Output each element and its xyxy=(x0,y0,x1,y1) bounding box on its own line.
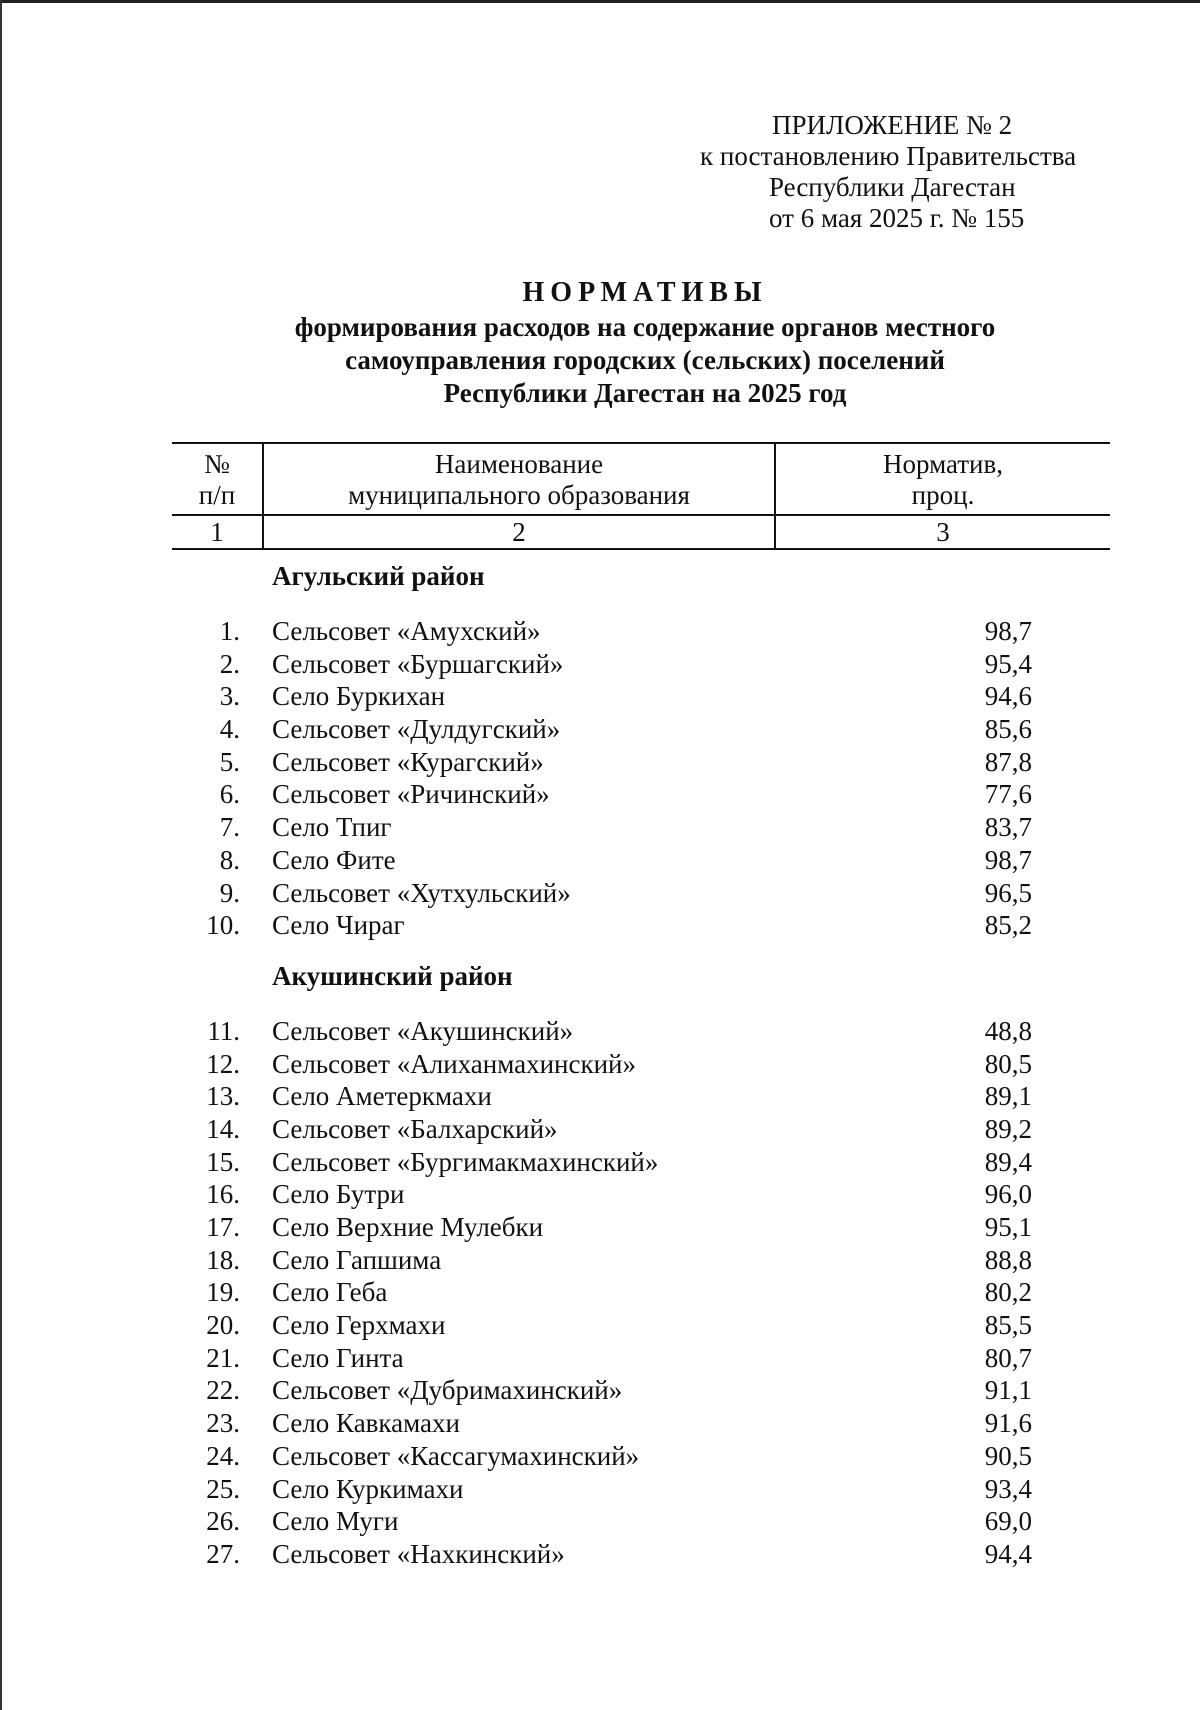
row-value: 89,1 xyxy=(984,1081,1032,1112)
table-body xyxy=(172,560,1110,1571)
header-name-sublabel: муниципального образования xyxy=(348,480,690,510)
table-row xyxy=(172,1309,1110,1342)
table-row xyxy=(172,680,1110,713)
document-title: НОРМАТИВЫ xyxy=(522,277,768,308)
row-number: 7. xyxy=(219,812,240,843)
row-value: 87,8 xyxy=(984,746,1032,777)
table-row xyxy=(172,1146,1110,1179)
row-value: 80,2 xyxy=(984,1277,1032,1308)
row-number: 18. xyxy=(206,1244,240,1275)
row-value: 96,0 xyxy=(984,1179,1032,1210)
row-name: Село Гинта xyxy=(272,1342,404,1373)
table-row xyxy=(172,1048,1110,1081)
row-name: Сельсовет «Амухский» xyxy=(272,616,541,646)
row-number: 2. xyxy=(219,648,240,679)
row-value: 98,7 xyxy=(984,616,1032,646)
table-row xyxy=(172,1342,1110,1375)
row-number: 15. xyxy=(206,1146,240,1177)
row-number: 8. xyxy=(219,844,240,875)
document-subtitle-line-1: формирования расходов на содержание органов местного xyxy=(294,312,996,342)
table-row xyxy=(172,778,1110,811)
row-number: 17. xyxy=(206,1212,240,1242)
row-number: 27. xyxy=(206,1538,240,1569)
row-name: Сельсовет «Курагский» xyxy=(272,746,544,777)
table-header xyxy=(172,442,1110,550)
table-row xyxy=(172,844,1110,877)
header-number-sublabel: п/п xyxy=(198,480,236,510)
row-value: 95,1 xyxy=(984,1212,1032,1242)
header-value-label: Норматив, xyxy=(882,449,1004,479)
row-name: Сельсовет «Дубримахинский» xyxy=(272,1375,623,1406)
row-value: 91,1 xyxy=(984,1375,1032,1406)
table-header-row xyxy=(172,442,1110,516)
row-value: 98,7 xyxy=(984,844,1032,875)
row-value: 94,6 xyxy=(984,681,1032,712)
table-row xyxy=(172,648,1110,681)
table-row xyxy=(172,746,1110,779)
row-name: Село Тпиг xyxy=(272,812,392,843)
row-number: 10. xyxy=(206,910,240,941)
row-name: Сельсовет «Нахкинский» xyxy=(272,1538,565,1569)
row-number: 20. xyxy=(206,1310,240,1341)
header-name-label: Наименование xyxy=(434,449,604,479)
row-number: 5. xyxy=(219,746,240,777)
appendix-header xyxy=(690,110,1130,234)
table-row xyxy=(172,1473,1110,1506)
district-section xyxy=(172,960,1110,1571)
row-number: 14. xyxy=(206,1113,240,1144)
row-number: 13. xyxy=(206,1081,240,1112)
table-row xyxy=(172,909,1110,942)
row-name: Сельсовет «Буршагский» xyxy=(272,648,564,679)
row-number: 6. xyxy=(219,779,240,810)
row-number: 11. xyxy=(207,1015,240,1046)
row-name: Село Гапшима xyxy=(272,1244,442,1275)
row-name: Сельсовет «Балхарский» xyxy=(272,1113,558,1144)
row-number: 21. xyxy=(206,1342,240,1373)
table-row xyxy=(172,811,1110,844)
table-row xyxy=(172,1440,1110,1473)
row-name: Сельсовет «Акушинский» xyxy=(272,1015,574,1046)
row-name: Сельсовет «Ричинский» xyxy=(272,779,550,810)
appendix-number: ПРИЛОЖЕНИЕ № 2 xyxy=(772,110,1013,140)
row-name: Село Герхмахи xyxy=(272,1310,446,1341)
column-number-3: 3 xyxy=(936,517,950,547)
table-row xyxy=(172,1244,1110,1277)
page-border-left xyxy=(0,0,2,1710)
row-name: Село Аметеркмахи xyxy=(272,1081,492,1112)
column-number-1: 1 xyxy=(172,516,264,548)
row-value: 89,4 xyxy=(984,1146,1032,1177)
page-border-top xyxy=(0,0,1200,3)
row-name: Сельсовет «Дулдугский» xyxy=(272,714,561,745)
table-row xyxy=(172,1080,1110,1113)
header-number-cell xyxy=(172,444,264,514)
row-number: 3. xyxy=(219,681,240,712)
table-row xyxy=(172,1178,1110,1211)
row-number: 4. xyxy=(219,714,240,745)
row-name: Село Кавкамахи xyxy=(272,1408,460,1439)
row-value: 88,8 xyxy=(984,1244,1032,1275)
appendix-reference: к постановлению Правительства xyxy=(700,141,1077,171)
appendix-date: от 6 мая 2025 г. № 155 xyxy=(769,203,1025,233)
row-number: 22. xyxy=(206,1375,240,1406)
table-row xyxy=(172,615,1110,648)
row-number: 23. xyxy=(206,1408,240,1439)
row-value: 69,0 xyxy=(984,1506,1032,1537)
table-row xyxy=(172,1374,1110,1407)
row-name: Сельсовет «Хутхульский» xyxy=(272,877,571,908)
header-value-cell xyxy=(776,444,1110,514)
document-subtitle-line-2: самоуправления городских (сельских) поселений xyxy=(345,345,945,375)
row-value: 77,6 xyxy=(984,779,1032,810)
column-number-2: 2 xyxy=(264,516,776,548)
table-row xyxy=(172,713,1110,746)
row-value: 94,4 xyxy=(984,1538,1032,1569)
header-value-sublabel: проц. xyxy=(911,480,975,510)
table-row xyxy=(172,1113,1110,1146)
row-value: 90,5 xyxy=(984,1440,1032,1471)
row-number: 26. xyxy=(206,1506,240,1537)
row-value: 91,6 xyxy=(984,1408,1032,1439)
header-number-label: № xyxy=(204,449,230,479)
row-name: Село Муги xyxy=(272,1506,399,1537)
row-value: 83,7 xyxy=(984,812,1032,843)
table-row xyxy=(172,1015,1110,1048)
row-number: 25. xyxy=(206,1473,240,1504)
row-number: 16. xyxy=(206,1179,240,1210)
row-value: 85,2 xyxy=(984,910,1032,941)
table-row xyxy=(172,1276,1110,1309)
row-value: 89,2 xyxy=(984,1113,1032,1144)
row-name: Сельсовет «Бургимакмахинский» xyxy=(272,1146,659,1177)
row-value: 95,4 xyxy=(984,648,1032,679)
table-row xyxy=(172,877,1110,910)
table-row xyxy=(172,1538,1110,1571)
row-value: 85,5 xyxy=(984,1310,1032,1341)
row-name: Село Буркихан xyxy=(272,681,446,712)
header-name-cell xyxy=(264,444,776,514)
row-value: 96,5 xyxy=(984,877,1032,908)
row-name: Село Верхние Мулебки xyxy=(272,1212,544,1242)
row-name: Село Чираг xyxy=(272,910,405,941)
row-number: 19. xyxy=(206,1277,240,1308)
row-value: 93,4 xyxy=(984,1473,1032,1504)
row-number: 12. xyxy=(206,1048,240,1079)
table-column-numbers-row xyxy=(172,516,1110,550)
row-number: 24. xyxy=(206,1440,240,1471)
row-number: 1. xyxy=(219,616,240,646)
row-name: Сельсовет «Кассагумахинский» xyxy=(272,1440,640,1471)
row-name: Село Фите xyxy=(272,844,396,875)
appendix-government: Республики Дагестан xyxy=(769,172,1016,202)
row-name: Село Геба xyxy=(272,1277,388,1308)
row-number: 9. xyxy=(219,877,240,908)
row-value: 48,8 xyxy=(984,1015,1032,1046)
row-value: 85,6 xyxy=(984,714,1032,745)
table-row xyxy=(172,1407,1110,1440)
row-name: Село Бутри xyxy=(272,1179,405,1210)
table-row xyxy=(172,1211,1110,1244)
document-subtitle-line-3: Республики Дагестан на 2025 год xyxy=(443,378,847,408)
district-heading: Агульский район xyxy=(272,561,485,591)
table-row xyxy=(172,1505,1110,1538)
row-value: 80,7 xyxy=(984,1342,1032,1373)
district-heading: Акушинский район xyxy=(272,960,513,991)
row-name: Село Куркимахи xyxy=(272,1473,464,1504)
district-section xyxy=(172,560,1110,942)
row-name: Сельсовет «Алиханмахинский» xyxy=(272,1048,636,1079)
document-title-block xyxy=(200,276,1090,410)
row-value: 80,5 xyxy=(984,1048,1032,1079)
